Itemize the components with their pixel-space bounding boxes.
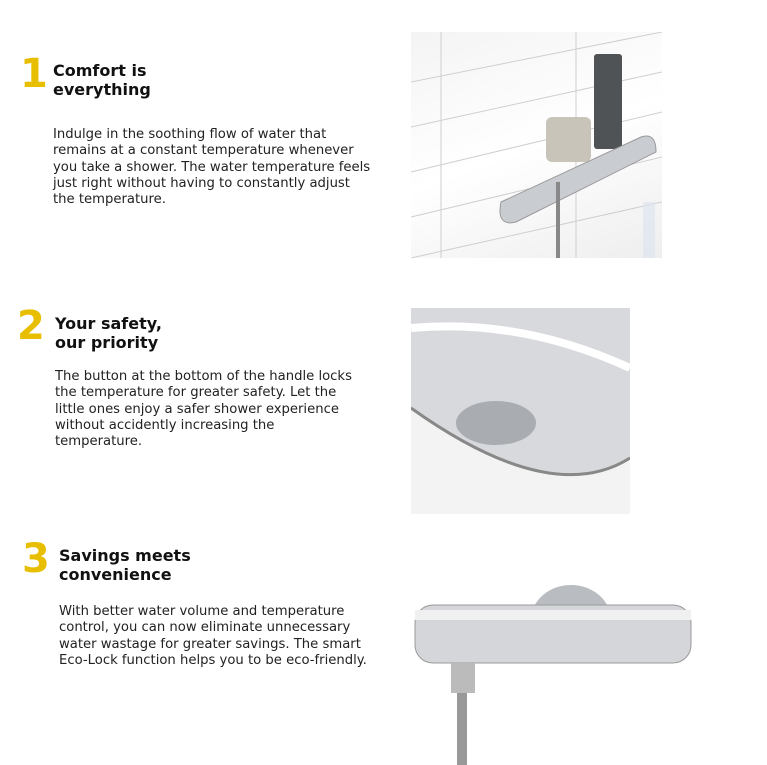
section-number: 2 [17,303,45,349]
title-line: convenience [59,565,172,584]
section-number: 3 [22,536,50,582]
title-line: Savings meets [59,546,191,565]
section-title [53,61,151,99]
title-line: Comfort is [53,61,147,80]
section-title [59,546,191,584]
section-body: Indulge in the soothing flow of water that remains at a constant temperature whenever you take a shower. The water temperature feels just right without having to constantly adjust the temperature. [53,127,371,208]
product-image-shower-mixer [411,580,701,765]
title-line: Your safety, [55,314,163,333]
section-body: The button at the bottom of the handle locks the temperature for greater safety. Let the little ones enjoy a safer shower experience without accidently increasing the temperature. [55,369,352,450]
product-image-safety-button [411,308,630,514]
product-image-bath-mixer [411,32,662,258]
title-line: our priority [55,333,159,352]
section-title [55,314,162,352]
section-body: With better water volume and temperature control, you can now eliminate unnecessary water wastage for greater savings. The smart Eco-Lock function helps you to be eco-friendly. [59,604,367,668]
section-number: 1 [20,51,48,97]
title-line: everything [53,80,151,99]
